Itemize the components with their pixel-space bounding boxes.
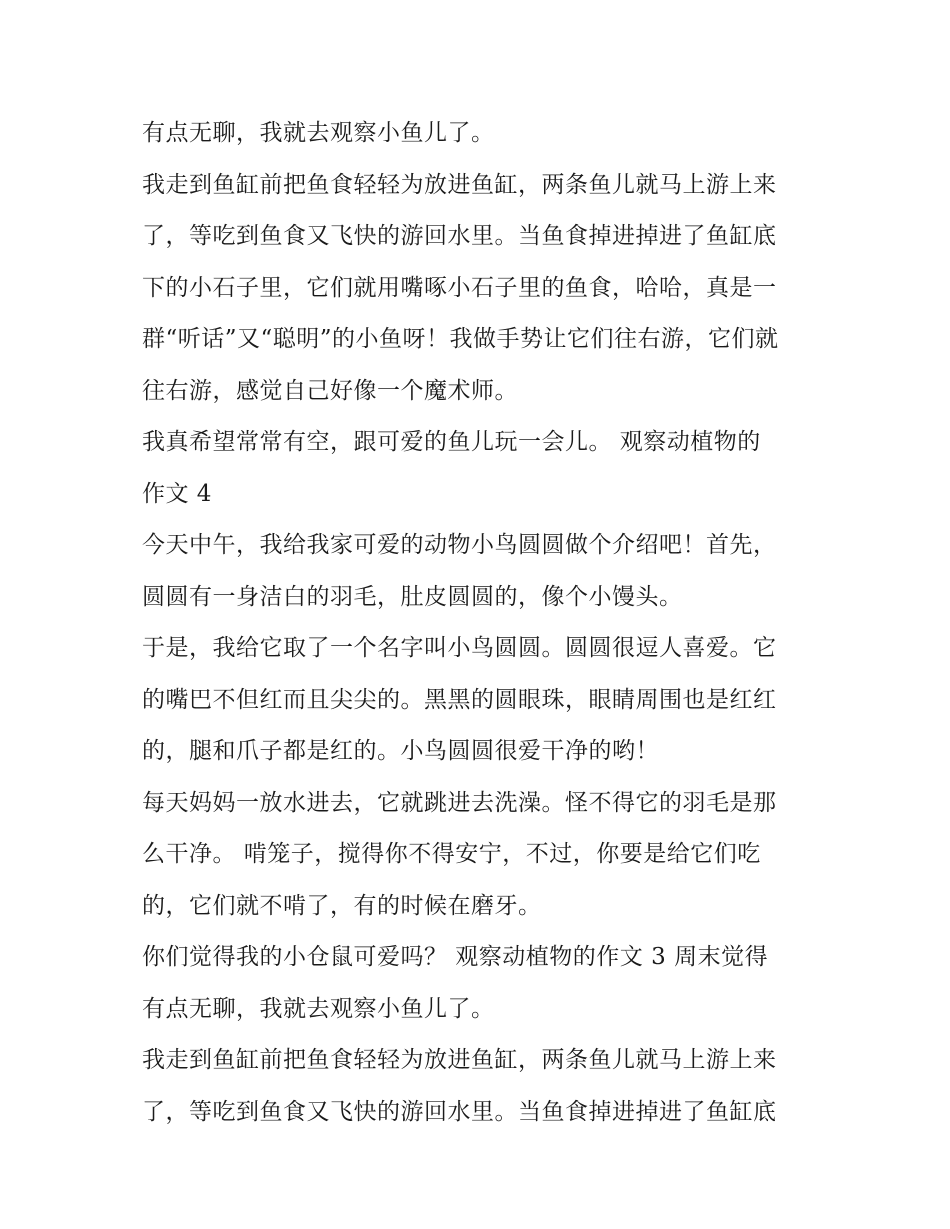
- text-line: 的嘴巴不但红而且尖尖的。黑黑的圆眼珠，眼睛周围也是红红: [142, 686, 777, 713]
- text-line: 往右游，感觉自己好像一个魔术师。: [142, 377, 518, 404]
- text-line: 作文 4: [142, 480, 212, 507]
- text-line: 群“听话”又“聪明”的小鱼呀！我做手势让它们往右游，它们就: [142, 326, 779, 352]
- text-line: 的，腿和爪子都是红的。小鸟圆圆很爱干净的哟！: [142, 738, 659, 764]
- text-line: 于是，我给它取了一个名字叫小鸟圆圆。圆圆很逗人喜爱。它: [142, 635, 777, 661]
- text-line: 有点无聊，我就去观察小鱼儿了。: [142, 995, 495, 1022]
- text-line: 我走到鱼缸前把鱼食轻轻为放进鱼缸，两条鱼儿就马上游上来: [142, 1047, 777, 1073]
- text-line: 有点无聊，我就去观察小鱼儿了。: [142, 120, 495, 146]
- text-line: 么干净。 啃笼子，搅得你不得安宁，不过，你要是给它们吃: [142, 841, 761, 867]
- text-line: 我走到鱼缸前把鱼食轻轻为放进鱼缸，两条鱼儿就马上游上来: [142, 171, 777, 198]
- text-line: 今天中午，我给我家可爱的动物小鸟圆圆做个介绍吧！首先，: [142, 532, 777, 558]
- text-line: 了，等吃到鱼食又飞快的游回水里。当鱼食掉进掉进了鱼缸底: [142, 223, 777, 249]
- text-line: 你们觉得我的小仓鼠可爱吗？ 观察动植物的作文 3 周末觉得: [142, 944, 769, 970]
- text-line: 下的小石子里，它们就用嘴啄小石子里的鱼食，哈哈，真是一: [142, 274, 777, 301]
- text-line: 圆圆有一身洁白的羽毛，肚皮圆圆的，像个小馒头。: [142, 583, 683, 610]
- text-line: 每天妈妈一放水进去，它就跳进去洗澡。怪不得它的羽毛是那: [142, 789, 777, 816]
- document-body: [142, 108, 832, 1138]
- text-line: 的，它们就不啃了，有的时候在磨牙。: [142, 892, 542, 919]
- text-line: 了，等吃到鱼食又飞快的游回水里。当鱼食掉进掉进了鱼缸底: [142, 1098, 777, 1125]
- text-line: 我真希望常常有空，跟可爱的鱼儿玩一会儿。 观察动植物的: [142, 429, 761, 455]
